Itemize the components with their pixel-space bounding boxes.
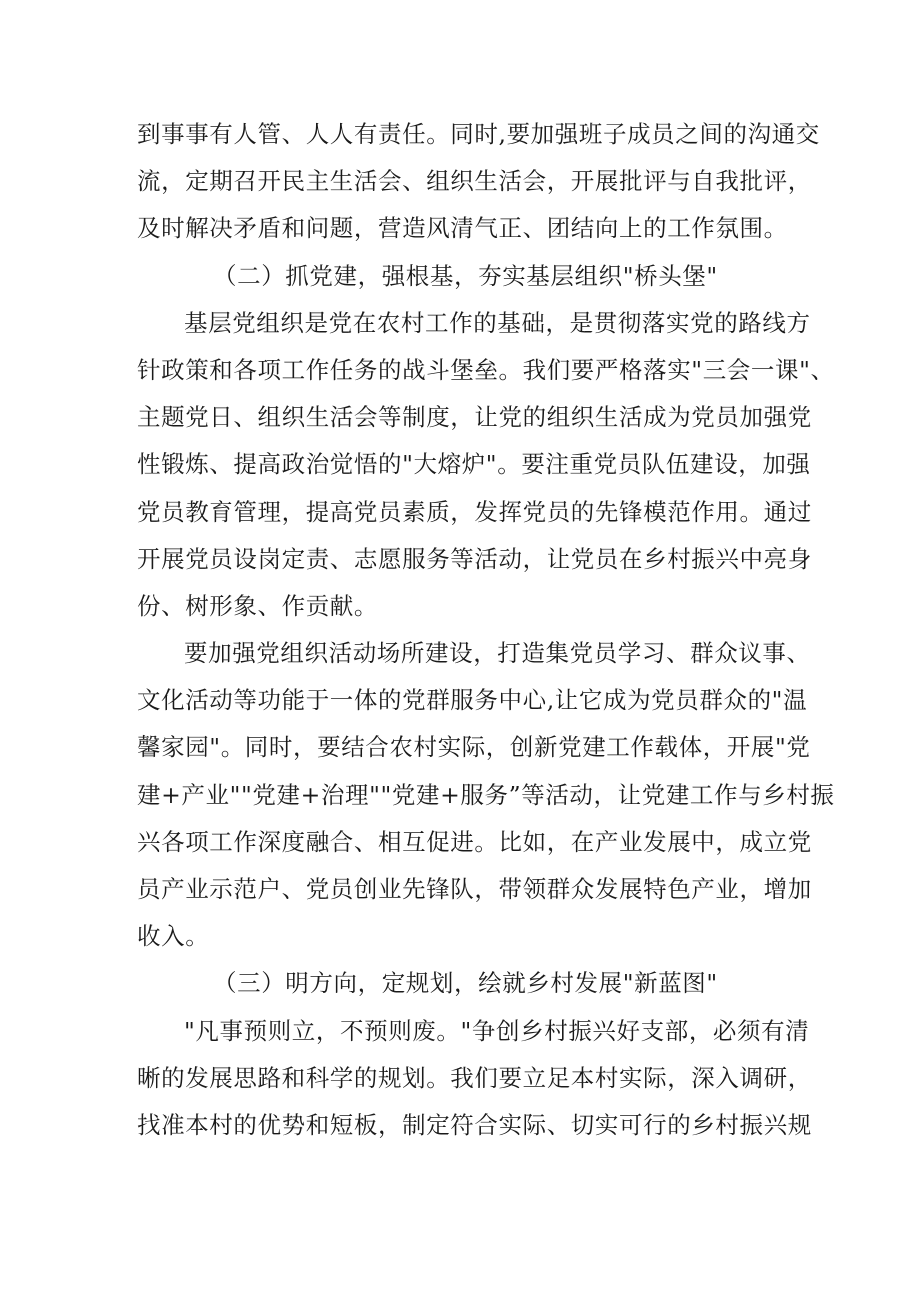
paragraph-line: 基层党组织是党在农村工作的基础，是贯彻落实党的路线方 — [184, 308, 811, 337]
paragraph-line: 收入。 — [137, 922, 210, 951]
paragraph-line: 晰的发展思路和科学的规划。我们要立足本村实际，深入调研， — [137, 1063, 812, 1092]
section-heading-3: （三）明方向，定规划，绘就乡村发展"新蓝图" — [213, 969, 718, 998]
paragraph-line: 馨家园"。同时，要结合农村实际，创新党建工作载体，开展"党 — [137, 733, 811, 762]
paragraph-line: 找准本村的优势和短板，制定符合实际、切实可行的乡村振兴规 — [137, 1110, 812, 1139]
paragraph-line: 主题党日、组织生活会等制度，让党的组织生活成为党员加强党 — [137, 403, 812, 432]
paragraph-line: 开展党员设岗定责、志愿服务等活动，让党员在乡村振兴中亮身 — [137, 544, 812, 573]
paragraph-line: "凡事预则立，不预则废。"争创乡村振兴好支部，必须有清 — [184, 1016, 810, 1045]
paragraph-line: 建+产业""党建+治理""党建+服务”等活动，让党建工作与乡村振 — [137, 780, 835, 809]
paragraph-line: 流，定期召开民主生活会、组织生活会，开展批评与自我批评， — [137, 167, 812, 196]
paragraph-line: 性锻炼、提高政治觉悟的"大熔炉"。要注重党员队伍建设，加强 — [137, 450, 811, 479]
document-page — [137, 111, 835, 1149]
paragraph-line: 文化活动等功能于一体的党群服务中心,让它成为党员群众的"温 — [137, 686, 808, 715]
paragraph-line: 到事事有人管、人人有责任。同时,要加强班子成员之间的沟通交 — [137, 120, 820, 148]
paragraph-line: 兴各项工作深度融合、相互促进。比如，在产业发展中，成立党 — [137, 827, 812, 856]
paragraph-line: 党员教育管理，提高党员素质，发挥党员的先锋模范作用。通过 — [137, 497, 812, 526]
paragraph-line: 要加强党组织活动场所建设，打造集党员学习、群众议事、 — [184, 639, 811, 668]
paragraph-line: 及时解决矛盾和问题，营造风清气正、团结向上的工作氛围。 — [137, 214, 788, 243]
paragraph-line: 员产业示范户、党员创业先锋队，带领群众发展特色产业，增加 — [137, 875, 812, 903]
paragraph-line: 份、树形象、作贡献。 — [137, 591, 378, 620]
section-heading-2: （二）抓党建，强根基，夯实基层组织"桥头堡" — [213, 261, 718, 290]
paragraph-line: 针政策和各项工作任务的战斗堡垒。我们要严格落实"三会一课"、 — [137, 355, 835, 384]
